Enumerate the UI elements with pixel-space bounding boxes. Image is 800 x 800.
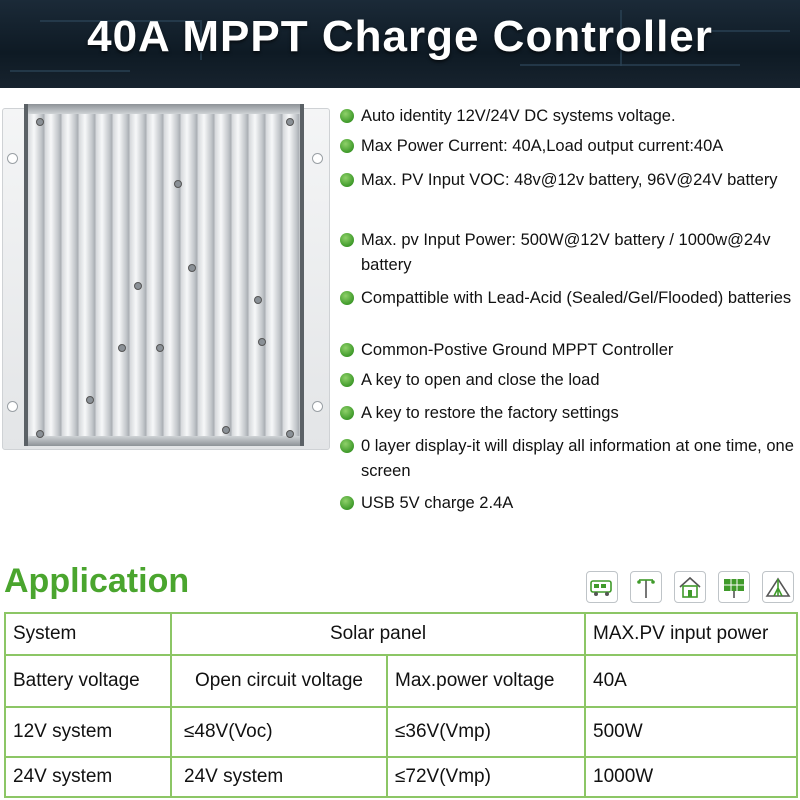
title-banner	[0, 0, 800, 88]
list-item: Max. pv Input Power: 500W@12V battery / 1000w@24v battery	[340, 228, 795, 277]
table-cell: Open circuit voltage	[171, 655, 387, 707]
list-item: Common-Postive Ground MPPT Controller	[340, 338, 673, 363]
tent-icon	[762, 571, 794, 603]
table-cell: 40A	[585, 655, 797, 707]
list-item: USB 5V charge 2.4A	[340, 491, 513, 516]
list-item: Max Power Current: 40A,Load output current:40A	[340, 134, 723, 159]
rv-icon	[586, 571, 618, 603]
application-icons	[586, 571, 798, 607]
table-cell: 1000W	[585, 757, 797, 797]
table-cell: Max.power voltage	[387, 655, 585, 707]
product-image	[2, 104, 328, 454]
bullet-icon	[340, 173, 354, 187]
bullet-icon	[340, 439, 354, 453]
bullet-icon	[340, 139, 354, 153]
table-cell: 500W	[585, 707, 797, 757]
table-cell: MAX.PV input power	[585, 613, 797, 655]
street-light-icon	[630, 571, 662, 603]
application-title: Application	[4, 562, 190, 600]
bullet-icon	[340, 291, 354, 305]
table-cell: 12V system	[5, 707, 171, 757]
house-icon	[674, 571, 706, 603]
list-item: A key to open and close the load	[340, 368, 600, 393]
bullet-icon	[340, 373, 354, 387]
list-item: Compattible with Lead-Acid (Sealed/Gel/Flooded) batteries	[340, 286, 791, 311]
list-item: A key to restore the factory settings	[340, 401, 619, 426]
table-cell: Solar panel	[171, 613, 585, 655]
table-cell: 24V system	[5, 757, 171, 797]
bullet-icon	[340, 406, 354, 420]
heatsink	[24, 104, 304, 446]
table-row	[5, 613, 797, 655]
bullet-icon	[340, 343, 354, 357]
table-cell: ≤36V(Vmp)	[387, 707, 585, 757]
page-title: 40A MPPT Charge Controller	[87, 12, 713, 61]
bullet-icon	[340, 496, 354, 510]
table-cell: System	[5, 613, 171, 655]
table-row	[5, 757, 797, 797]
table-row	[5, 707, 797, 757]
table-row	[5, 655, 797, 707]
list-item: 0 layer display-it will display all information at one time, one screen	[340, 434, 795, 483]
table-cell: Battery voltage	[5, 655, 171, 707]
table-cell: ≤48V(Voc)	[171, 707, 387, 757]
table-cell: 24V system	[171, 757, 387, 797]
application-table	[4, 612, 798, 798]
table-cell: ≤72V(Vmp)	[387, 757, 585, 797]
list-item: Auto identity 12V/24V DC systems voltage.	[340, 104, 676, 129]
bullet-icon	[340, 233, 354, 247]
bullet-icon	[340, 109, 354, 123]
list-item: Max. PV Input VOC: 48v@12v battery, 96V@24V battery	[340, 168, 778, 193]
solar-panel-icon	[718, 571, 750, 603]
